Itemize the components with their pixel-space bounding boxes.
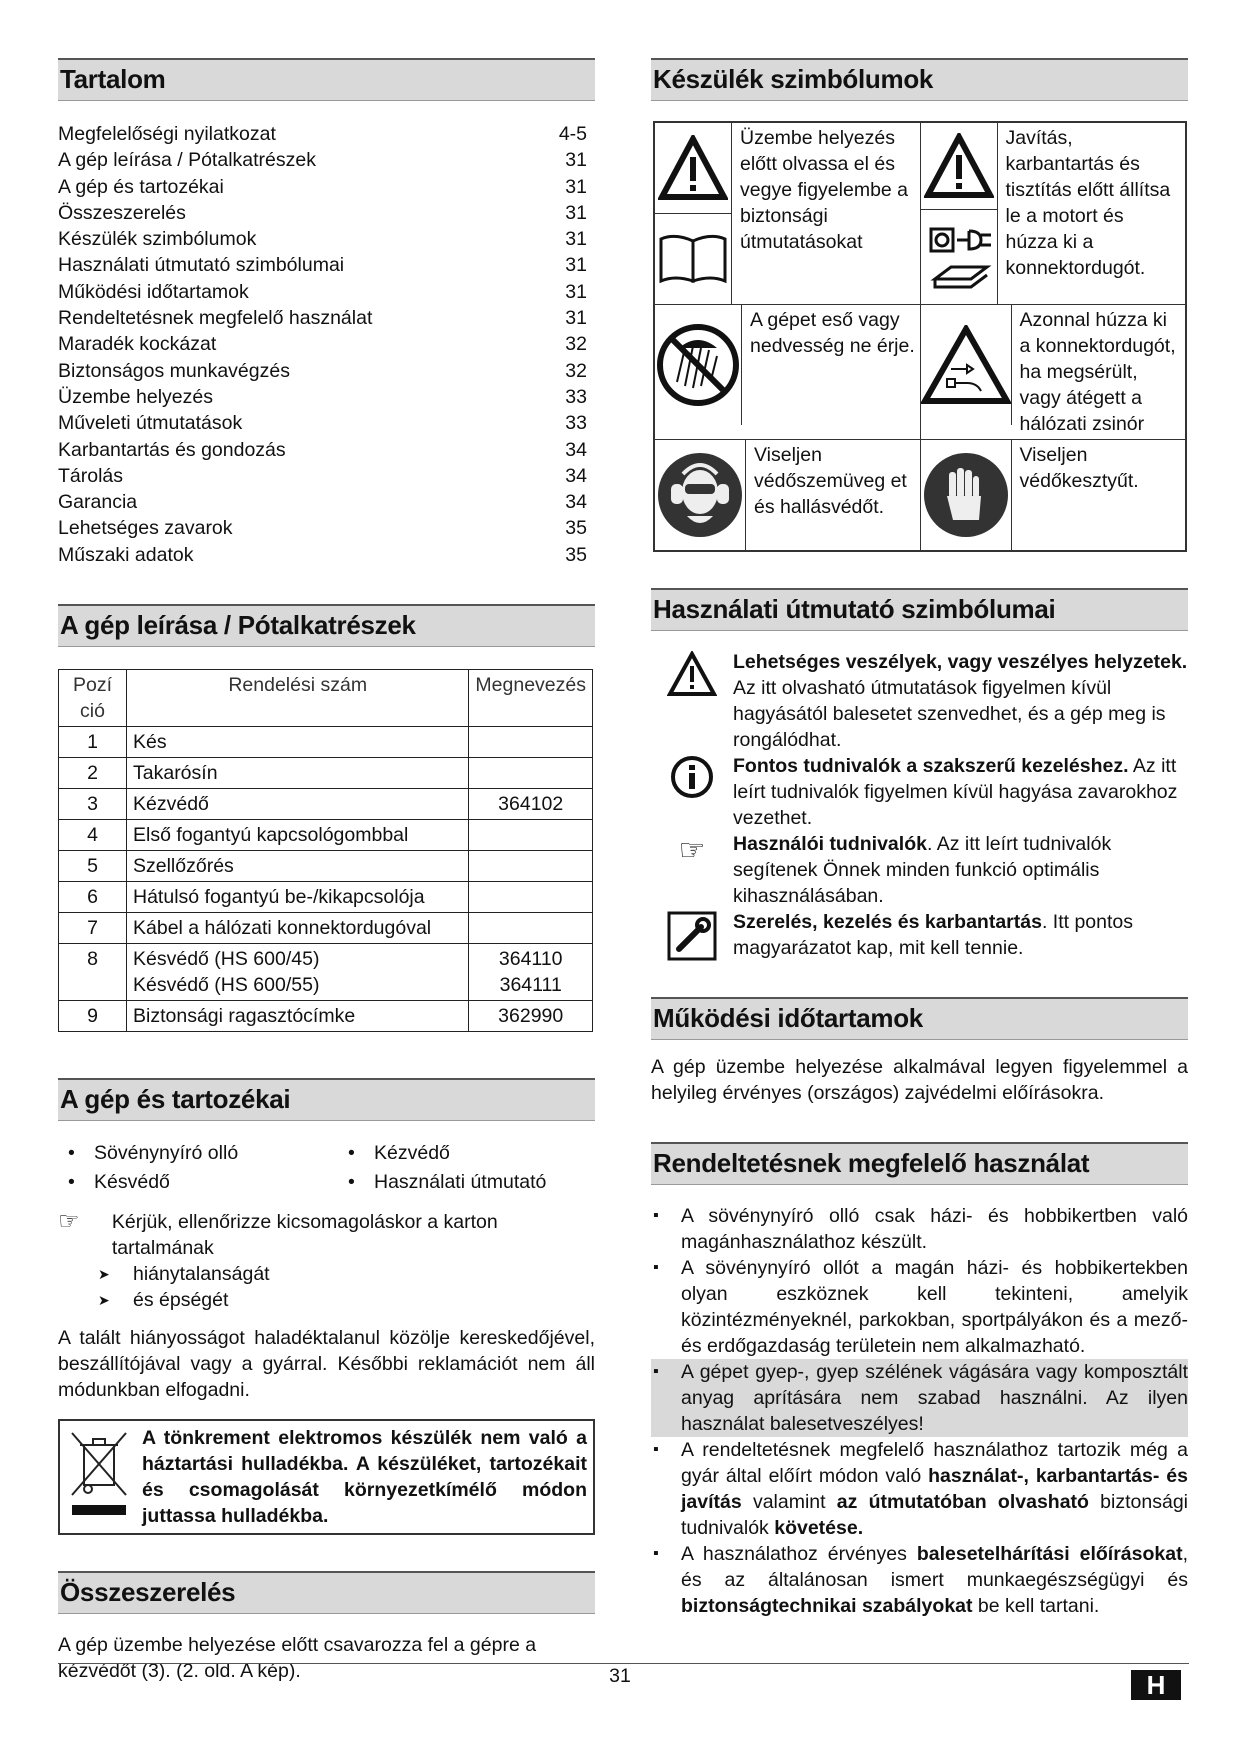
toc-page: 34 bbox=[565, 464, 587, 487]
toc-label: Üzembe helyezés bbox=[58, 385, 213, 408]
table-cell-name: Első fogantyú kapcsológombbal bbox=[127, 820, 469, 851]
toc-item bbox=[58, 305, 595, 331]
table-cell-pos: 4 bbox=[59, 820, 127, 851]
assembly-heading: Összeszerelés bbox=[58, 1571, 595, 1614]
list-item: Fontos tudnivalók a szakszerű kezeléshez. Az itt leírt tudnivalók figyelmen kívül hagyása zavarokhoz vezethet. bbox=[651, 753, 1188, 831]
symbol-no-rain: A gépet eső vagy nedvesség ne érje. bbox=[655, 305, 920, 439]
table-cell-number: 364102 bbox=[469, 789, 593, 820]
table-cell-name: Biztonsági ragasztócímke bbox=[127, 1001, 469, 1032]
list-item: ▪ A sövénynyíró ollót a magán házi- és hobbikertekben olyan eszköznek kell tekinteni, amelyik közintézményeknél, parkokban, sportpályákon és a mező- és erdőgazdaság területein nem alkalmazható. bbox=[651, 1255, 1188, 1359]
goggles-earmuffs-icon bbox=[655, 440, 746, 550]
toc-label: Használati útmutató szimbólumai bbox=[58, 254, 345, 277]
list-item: Szerelés, kezelés és karbantartás. Itt pontos magyarázatot kap, mit kell tennie. bbox=[651, 909, 1188, 961]
footer-divider bbox=[58, 1663, 1189, 1664]
table-row bbox=[59, 944, 593, 1001]
toc-page: 31 bbox=[565, 254, 587, 277]
table-cell-number bbox=[469, 758, 593, 789]
toc-item bbox=[58, 463, 595, 489]
right-column bbox=[651, 58, 1188, 1619]
device-symbols-grid bbox=[653, 121, 1187, 552]
toc-item bbox=[58, 121, 595, 147]
list-item: • Késvédő bbox=[58, 1168, 338, 1197]
toc-label: Működési időtartamok bbox=[58, 280, 249, 303]
table-cell-number bbox=[469, 913, 593, 944]
toc-label: Lehetséges zavarok bbox=[58, 517, 233, 540]
toc-heading: Tartalom bbox=[58, 58, 595, 101]
toc-page: 32 bbox=[565, 333, 587, 356]
table-cell-number bbox=[469, 944, 593, 1001]
toc-label: Készülék szimbólumok bbox=[58, 228, 257, 251]
intended-use-heading: Rendeltetésnek megfelelő használat bbox=[651, 1142, 1188, 1185]
disposal-box bbox=[58, 1419, 595, 1535]
table-cell-name: Kés bbox=[127, 727, 469, 758]
toc-page: 34 bbox=[565, 438, 587, 461]
warning-triangle-icon bbox=[655, 123, 731, 213]
list-item: ➤ hiánytalanságát bbox=[58, 1261, 595, 1287]
device-symbols-heading: Készülék szimbólumok bbox=[651, 58, 1188, 101]
symbol-read-manual: Üzembe helyezés előtt olvassa el és vegye figyelembe a biztonsági útmutatásokat bbox=[655, 123, 920, 304]
parts-table bbox=[58, 669, 593, 1032]
check-note bbox=[58, 1209, 595, 1261]
operating-times-text: A gép üzembe helyezése alkalmával legyen figyelemmel a helyileg érvényes (országos) zajvédelmi előírásokra. bbox=[651, 1056, 1188, 1104]
check-list bbox=[58, 1261, 595, 1313]
symbol-eye-ear-protection: Viseljen védőszemüveg et és hallásvédőt. bbox=[655, 440, 920, 550]
table-row bbox=[59, 727, 593, 758]
toc-label: Műveleti útmutatások bbox=[58, 412, 243, 435]
warning-triangle-icon bbox=[921, 123, 997, 209]
table-cell-pos: 3 bbox=[59, 789, 127, 820]
toc-page: 35 bbox=[565, 543, 587, 566]
toc-page: 31 bbox=[565, 175, 587, 198]
toc-label: Garancia bbox=[58, 491, 138, 514]
col-header-name: Megnevezés bbox=[469, 670, 593, 727]
table-cell-name: Szellőzőrés bbox=[127, 851, 469, 882]
table-cell-pos: 6 bbox=[59, 882, 127, 913]
symbol-unplug-before-service: Javítás, karbantartás és tisztítás előtt állítsa le a motort és húzza ki a konnektordugót. bbox=[920, 123, 1186, 304]
toc-item bbox=[58, 358, 595, 384]
toc-item bbox=[58, 147, 595, 173]
list-item: Lehetséges veszélyek, vagy veszélyes helyzetek. Az itt olvasható útmutatások figyelmen kívül hagyásától balesetet szenvedhet, és a gép meg is rongálódhat. bbox=[651, 649, 1188, 753]
toc-label: Összeszerelés bbox=[58, 201, 186, 224]
toc-page: 31 bbox=[565, 201, 587, 224]
part-name: Késvédő (HS 600/55) bbox=[133, 974, 320, 997]
plug-and-manual-icon bbox=[921, 209, 997, 304]
parts-header-row bbox=[59, 670, 593, 727]
toc-label: Maradék kockázat bbox=[58, 333, 217, 356]
accessories-heading: A gép és tartozékai bbox=[58, 1078, 595, 1121]
toc-label: A gép és tartozékai bbox=[58, 175, 224, 198]
warning-triangle-icon bbox=[651, 649, 733, 753]
col-header-pos: Pozí ció bbox=[59, 670, 127, 727]
toc-item bbox=[58, 410, 595, 436]
symbol-damaged-cable: Azonnal húzza ki a konnektordugót, ha megsérült, vagy átégett a hálózati zsinór bbox=[920, 305, 1186, 439]
toc-page: 31 bbox=[565, 228, 587, 251]
parts-heading: A gép leírása / Pótalkatrészek bbox=[58, 604, 595, 647]
table-cell-number: 362990 bbox=[469, 1001, 593, 1032]
no-rain-icon bbox=[655, 305, 742, 425]
table-cell-pos: 7 bbox=[59, 913, 127, 944]
toc-item bbox=[58, 515, 595, 541]
toc-item bbox=[58, 384, 595, 410]
table-row bbox=[59, 913, 593, 944]
toc-item bbox=[58, 331, 595, 357]
table-cell-name: Takarósín bbox=[127, 758, 469, 789]
list-item: ▪ A sövénynyíró olló csak házi- és hobbikertben való magánhasználathoz készült. bbox=[651, 1203, 1188, 1255]
list-item: • Kézvédő bbox=[338, 1139, 546, 1168]
toc-page: 32 bbox=[565, 359, 587, 382]
table-cell-number bbox=[469, 820, 593, 851]
table-cell-number bbox=[469, 727, 593, 758]
table-row bbox=[59, 820, 593, 851]
open-book-icon bbox=[655, 213, 731, 304]
disposal-text: A tönkrement elektromos készülék nem való a háztartási hulladékba. A készüléket, tartozékait és csomagolását környezetkímélő módon juttassa hulladékba. bbox=[142, 1427, 587, 1528]
toc-item bbox=[58, 174, 595, 200]
toc-label: Műszaki adatok bbox=[58, 543, 194, 566]
left-column bbox=[58, 58, 595, 1684]
toc-label: Megfelelőségi nyilatkozat bbox=[58, 123, 276, 145]
crossed-bin-icon bbox=[66, 1425, 142, 1529]
toc-page: 31 bbox=[565, 149, 587, 172]
toc-item bbox=[58, 200, 595, 226]
table-cell-name: Hátulsó fogantyú be-/kikapcsolója bbox=[127, 882, 469, 913]
pointing-hand-icon: ☞ bbox=[58, 1208, 80, 1236]
col-header-order-no: Rendelési szám bbox=[127, 670, 469, 727]
toc-page: 31 bbox=[565, 280, 587, 303]
part-number: 364110 bbox=[498, 948, 563, 971]
table-cell-number bbox=[469, 882, 593, 913]
list-item: • Sövénynyíró olló bbox=[58, 1139, 338, 1168]
toc-page: 33 bbox=[565, 385, 587, 408]
damaged-cable-warning-icon bbox=[921, 305, 1012, 425]
list-item: • Használati útmutató bbox=[338, 1168, 546, 1197]
gloves-icon bbox=[921, 440, 1012, 550]
toc-item bbox=[58, 437, 595, 463]
manual-symbols-list bbox=[651, 649, 1188, 961]
toc-label: Rendeltetésnek megfelelő használat bbox=[58, 307, 373, 330]
toc-label: Tárolás bbox=[58, 464, 124, 487]
table-row bbox=[59, 758, 593, 789]
toc-item bbox=[58, 279, 595, 305]
manual-symbols-heading: Használati útmutató szimbólumai bbox=[651, 588, 1188, 631]
table-cell-name bbox=[127, 944, 469, 1001]
symbol-gloves: Viseljen védőkesztyűt. bbox=[920, 440, 1186, 550]
toc-item bbox=[58, 542, 595, 568]
part-number: 364111 bbox=[499, 974, 562, 997]
list-item: ▪ A használathoz érvényes balesetelhárítási előírásokat, és az általánosan ismert munkaegészségügyi és biztonságtechnikai szabályokat be kell tartani. bbox=[651, 1541, 1188, 1619]
toc-item bbox=[58, 489, 595, 515]
toc-list bbox=[58, 121, 595, 568]
table-row bbox=[59, 789, 593, 820]
toc-page: 35 bbox=[565, 517, 587, 540]
check-text: Kérjük, ellenőrizze kicsomagoláskor a karton tartalmának bbox=[111, 1211, 498, 1260]
page-number: 31 bbox=[609, 1665, 631, 1687]
toc-page: 4-5 bbox=[558, 123, 587, 145]
list-item-highlighted: ▪ A gépet gyep-, gyep szélének vágására vagy komposztált anyag aprítására nem szabad használni. Az ilyen használat balesetveszélyes! bbox=[651, 1359, 1188, 1437]
toc-page: 34 bbox=[565, 491, 587, 514]
toc-label: Karbantartás és gondozás bbox=[58, 438, 286, 461]
table-cell-name: Kézvédő bbox=[127, 789, 469, 820]
table-cell-pos: 5 bbox=[59, 851, 127, 882]
table-row bbox=[59, 1001, 593, 1032]
table-cell-pos: 1 bbox=[59, 727, 127, 758]
part-name: Késvédő (HS 600/45) bbox=[133, 948, 320, 971]
intended-use-list bbox=[651, 1203, 1188, 1619]
table-row bbox=[59, 851, 593, 882]
toc-item bbox=[58, 252, 595, 278]
toc-item bbox=[58, 226, 595, 252]
wrench-icon bbox=[651, 909, 733, 961]
language-badge: H bbox=[1131, 1670, 1181, 1700]
table-cell-pos: 8 bbox=[59, 944, 127, 1001]
info-icon bbox=[651, 753, 733, 831]
table-cell-pos: 2 bbox=[59, 758, 127, 789]
accessories-list bbox=[58, 1139, 595, 1197]
operating-times-heading: Működési időtartamok bbox=[651, 997, 1188, 1040]
toc-page: 31 bbox=[565, 307, 587, 330]
pointing-hand-icon: ☞ bbox=[678, 834, 706, 867]
list-item: ▪ A rendeltetésnek megfelelő használathoz tartozik még a gyár által előírt módon való használat-, karbantartás- és javítás valamint az útmutatóban olvasható biztonsági tudnivalók követése. bbox=[651, 1437, 1188, 1541]
table-cell-number bbox=[469, 851, 593, 882]
assembly-text: A gép üzembe helyezése előtt csavarozza fel a gépre a kézvédőt (3). (2. old. A kép). bbox=[58, 1634, 537, 1683]
table-row bbox=[59, 882, 593, 913]
toc-label: A gép leírása / Pótalkatrészek bbox=[58, 149, 316, 172]
list-item: ➤ és épségét bbox=[58, 1287, 595, 1313]
toc-label: Biztonságos munkavégzés bbox=[58, 359, 290, 382]
complaint-text: A talált hiányosságot haladéktalanul közölje kereskedőjével, beszállítójával vagy a gyárral. Későbbi reklamációt nem áll módunkban elfogadni. bbox=[58, 1327, 595, 1402]
list-item: ☞ Használói tudnivalók. Az itt leírt tudnivalók segítenek Önnek minden funkció optimális kihasználásában. bbox=[651, 831, 1188, 909]
toc-page: 33 bbox=[565, 412, 587, 435]
table-cell-pos: 9 bbox=[59, 1001, 127, 1032]
table-cell-name: Kábel a hálózati konnektordugóval bbox=[127, 913, 469, 944]
